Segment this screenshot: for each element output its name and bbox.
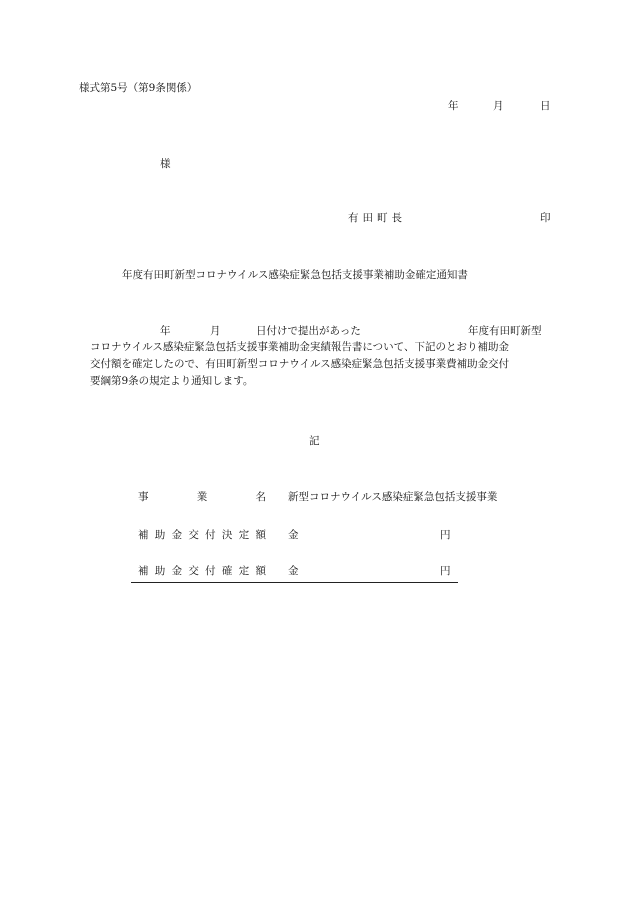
label-char: 決: [221, 529, 233, 541]
label-char: 金: [171, 529, 183, 541]
item-value: 金: [288, 529, 299, 541]
label-char: 補: [138, 529, 149, 541]
item-label: [138, 527, 266, 543]
addressee-suffix: 様: [160, 158, 171, 170]
item-value: 金: [288, 565, 299, 577]
body-paragraph: [90, 339, 552, 390]
body-submission-year: 年: [160, 325, 171, 337]
item-value: 新型コロナウイルス感染症緊急包括支援事業: [288, 491, 498, 503]
body-submission-text: 日付けで提出があった: [256, 325, 361, 337]
label-char: 補: [138, 565, 149, 577]
label-char: 付: [205, 529, 216, 541]
label-char: 名: [255, 491, 266, 503]
item-unit: 円: [440, 565, 451, 577]
body-line-3: 交付額を確定したので、有田町新型コロナウイルス感染症緊急包括支援事業費補助金交付: [90, 358, 510, 370]
date-year-label: 年: [448, 100, 459, 112]
body-fiscal-year-text: 年度有田町新型: [468, 325, 542, 337]
date-month-label: 月: [493, 100, 504, 112]
body-line-2: コロナウイルス感染症緊急包括支援事業補助金実績報告書について、下記のとおり補助金: [90, 341, 509, 353]
label-char: 交: [188, 565, 199, 577]
label-char: 額: [255, 529, 266, 541]
label-char: 額: [255, 565, 266, 577]
label-char: 業: [196, 491, 208, 503]
form-number: 様式第5号（第9条関係）: [79, 82, 198, 94]
label-char: 確: [221, 565, 233, 577]
ki-heading: 記: [309, 435, 320, 447]
label-char: 助: [154, 565, 166, 577]
item-label: [138, 563, 266, 579]
label-char: 交: [188, 529, 199, 541]
date-day-label: 日: [540, 100, 551, 112]
label-char: 付: [205, 565, 216, 577]
label-char: 定: [238, 529, 250, 541]
item-label: [138, 489, 266, 505]
document-title: 年度有田町新型コロナウイルス感染症緊急包括支援事業補助金確定通知書: [122, 269, 468, 281]
item-unit: 円: [440, 529, 451, 541]
seal-mark: 印: [540, 212, 551, 224]
label-char: 事: [138, 491, 149, 503]
body-submission-month: 月: [210, 325, 221, 337]
label-char: 金: [171, 565, 183, 577]
label-char: 助: [154, 529, 166, 541]
label-char: 定: [238, 565, 250, 577]
body-line-4: 要綱第9条の規定より通知します。: [90, 375, 254, 387]
issuer-name: 有田町長: [348, 212, 406, 224]
underline-rule: [131, 582, 458, 583]
